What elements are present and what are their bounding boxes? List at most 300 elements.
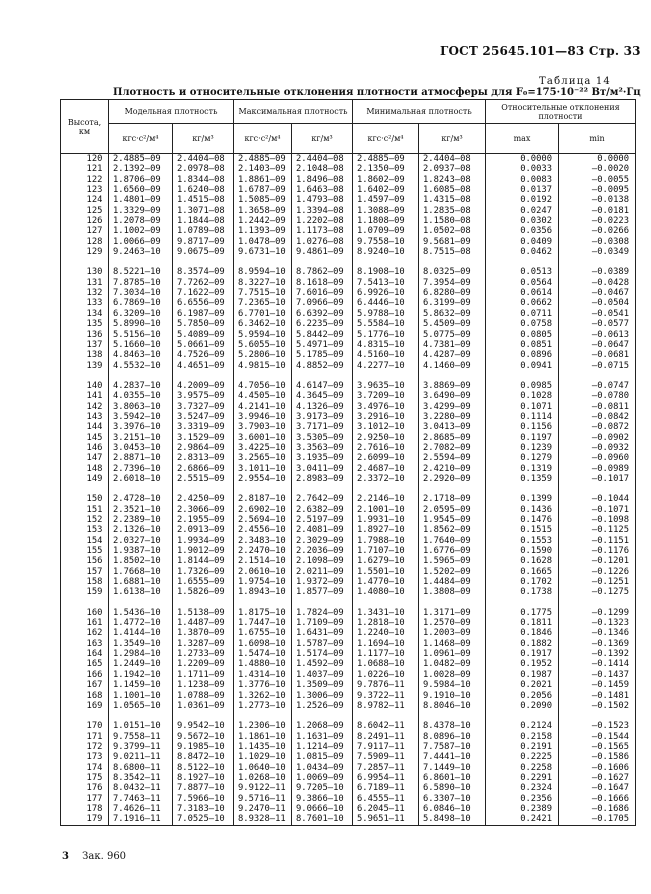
cell-height: 133 xyxy=(61,298,109,308)
cell-max-kgf: 5.6055—10 xyxy=(234,340,292,350)
cell-min-kg: 3.4299—09 xyxy=(419,402,486,412)
spacer-cell xyxy=(109,484,173,494)
cell-max-kgf: 9.2470—11 xyxy=(234,804,292,814)
cell-model-kgf: 9.0211—11 xyxy=(109,752,173,762)
cell-model-kg: 1.3287—09 xyxy=(173,639,234,649)
cell-rel-min: —0.1544 xyxy=(559,732,636,742)
cell-height: 158 xyxy=(61,577,109,587)
cell-model-kgf: 5.5156—10 xyxy=(109,330,173,340)
cell-rel-max: 0.2191 xyxy=(486,742,559,752)
table-row xyxy=(61,752,636,762)
cell-max-kgf: 1.1435—10 xyxy=(234,742,292,752)
cell-rel-min: —0.1017 xyxy=(559,474,636,484)
cell-rel-max: 0.0192 xyxy=(486,195,559,205)
cell-model-kgf: 1.1001—10 xyxy=(109,691,173,701)
cell-rel-min: —0.0541 xyxy=(559,309,636,319)
table-row xyxy=(61,814,636,825)
cell-model-kg: 4.7526—09 xyxy=(173,350,234,360)
cell-rel-max: 0.1702 xyxy=(486,577,559,587)
cell-height: 170 xyxy=(61,721,109,731)
cell-min-kgf: 8.1908—10 xyxy=(353,267,419,277)
spacer-cell xyxy=(234,257,292,267)
cell-rel-max: 0.1553 xyxy=(486,536,559,546)
cell-min-kgf: 4.2277—10 xyxy=(353,361,419,371)
cell-height: 126 xyxy=(61,216,109,226)
spacer-cell xyxy=(353,711,419,721)
cell-model-kgf: 1.4772—10 xyxy=(109,618,173,628)
table-row xyxy=(61,164,636,174)
cell-max-kg: 2.5197—09 xyxy=(292,515,353,525)
cell-min-kgf: 2.3372—10 xyxy=(353,474,419,484)
cell-rel-min: —0.0681 xyxy=(559,350,636,360)
cell-min-kgf: 1.0226—10 xyxy=(353,670,419,680)
cell-model-kgf: 5.1660—10 xyxy=(109,340,173,350)
cell-max-kg: 1.1631—09 xyxy=(292,732,353,742)
cell-min-kgf: 1.5501—10 xyxy=(353,567,419,577)
cell-rel-max: 0.1952 xyxy=(486,659,559,669)
cell-min-kgf: 6.4446—10 xyxy=(353,298,419,308)
spacer-cell xyxy=(559,371,636,381)
cell-max-kg: 2.2036—09 xyxy=(292,546,353,556)
cell-max-kgf: 1.7447—10 xyxy=(234,618,292,628)
table-row xyxy=(61,721,636,731)
cell-min-kgf: 9.7876—11 xyxy=(353,680,419,690)
cell-model-kgf: 1.6138—10 xyxy=(109,587,173,597)
cell-model-kg: 7.1622—09 xyxy=(173,288,234,298)
cell-min-kg: 1.5965—09 xyxy=(419,556,486,566)
table-row xyxy=(61,804,636,814)
cell-model-kg: 9.9542—10 xyxy=(173,721,234,731)
cell-rel-max: 0.0409 xyxy=(486,237,559,247)
cell-rel-min: —0.1151 xyxy=(559,536,636,546)
cell-max-kg: 9.7205—10 xyxy=(292,783,353,793)
cell-max-kg: 8.7862—09 xyxy=(292,267,353,277)
table-row xyxy=(61,330,636,340)
cell-rel-min: —0.1251 xyxy=(559,577,636,587)
cell-rel-max: 0.2258 xyxy=(486,763,559,773)
cell-rel-max: 0.0033 xyxy=(486,164,559,174)
table-row xyxy=(61,536,636,546)
cell-model-kg: 6.1987—09 xyxy=(173,309,234,319)
cell-max-kg: 4.3645—09 xyxy=(292,391,353,401)
cell-rel-max: 0.2158 xyxy=(486,732,559,742)
spacer-cell xyxy=(486,371,559,381)
cell-rel-max: 0.2421 xyxy=(486,814,559,825)
cell-model-kgf: 1.0151—10 xyxy=(109,721,173,731)
cell-height: 124 xyxy=(61,195,109,205)
cell-min-kgf: 1.4597—09 xyxy=(353,195,419,205)
cell-min-kgf: 1.1808—09 xyxy=(353,216,419,226)
cell-min-kgf: 3.1012—10 xyxy=(353,422,419,432)
cell-rel-max: 0.1846 xyxy=(486,628,559,638)
cell-min-kg: 3.2280—09 xyxy=(419,412,486,422)
cell-min-kgf: 8.9240—10 xyxy=(353,247,419,257)
table-row xyxy=(61,453,636,463)
cell-min-kgf: 2.4885—09 xyxy=(353,154,419,165)
cell-model-kg: 1.2733—09 xyxy=(173,649,234,659)
table-row xyxy=(61,732,636,742)
cell-max-kg: 1.7109—09 xyxy=(292,618,353,628)
cell-height: 130 xyxy=(61,267,109,277)
table-body xyxy=(61,154,636,826)
table-row xyxy=(61,278,636,288)
cell-rel-min: —0.1226 xyxy=(559,567,636,577)
spacer-cell xyxy=(353,484,419,494)
cell-model-kgf: 1.2449—10 xyxy=(109,659,173,669)
cell-rel-max: 0.1028 xyxy=(486,391,559,401)
cell-max-kgf: 1.4314—10 xyxy=(234,670,292,680)
cell-max-kg: 2.0211—09 xyxy=(292,567,353,577)
cell-model-kg: 8.5122—10 xyxy=(173,763,234,773)
cell-max-kgf: 1.6787—09 xyxy=(234,185,292,195)
table-row xyxy=(61,567,636,577)
cell-height: 121 xyxy=(61,164,109,174)
cell-model-kg: 1.9934—09 xyxy=(173,536,234,546)
cell-max-kg: 5.4971—09 xyxy=(292,340,353,350)
cell-model-kg: 9.8717—09 xyxy=(173,237,234,247)
cell-min-kg: 4.7381—09 xyxy=(419,340,486,350)
cell-height: 145 xyxy=(61,433,109,443)
cell-model-kg: 1.4487—09 xyxy=(173,618,234,628)
cell-model-kgf: 4.2837—10 xyxy=(109,381,173,391)
cell-model-kgf: 2.8871—10 xyxy=(109,453,173,463)
cell-rel-min: —0.0577 xyxy=(559,319,636,329)
unit-kgf-header: кгс·с²/м⁴ xyxy=(234,124,292,154)
cell-height: 134 xyxy=(61,309,109,319)
cell-model-kgf: 1.1459—10 xyxy=(109,680,173,690)
spacer-cell xyxy=(486,257,559,267)
cell-max-kgf: 1.9754—10 xyxy=(234,577,292,587)
spacer-cell xyxy=(419,484,486,494)
unit-kg-header: кг/м³ xyxy=(292,124,353,154)
cell-model-kgf: 1.8502—10 xyxy=(109,556,173,566)
cell-max-kg: 4.6147—09 xyxy=(292,381,353,391)
cell-min-kg: 1.0482—09 xyxy=(419,659,486,669)
cell-rel-max: 0.1665 xyxy=(486,567,559,577)
cell-max-kgf: 1.3262—10 xyxy=(234,691,292,701)
cell-min-kgf: 1.2818—10 xyxy=(353,618,419,628)
cell-max-kgf: 4.2141—10 xyxy=(234,402,292,412)
cell-rel-min: —0.0138 xyxy=(559,195,636,205)
cell-max-kgf: 1.8943—10 xyxy=(234,587,292,597)
cell-model-kg: 1.8144—09 xyxy=(173,556,234,566)
cell-min-kg: 7.7587—10 xyxy=(419,742,486,752)
footer-order-note: Зак. 960 xyxy=(82,851,127,862)
cell-model-kgf: 4.5532—10 xyxy=(109,361,173,371)
cell-max-kg: 1.6463—08 xyxy=(292,185,353,195)
cell-max-kg: 1.1173—08 xyxy=(292,226,353,236)
cell-max-kgf: 2.0610—10 xyxy=(234,567,292,577)
cell-max-kgf: 1.0640—10 xyxy=(234,763,292,773)
cell-rel-max: 0.1987 xyxy=(486,670,559,680)
cell-rel-max: 0.2291 xyxy=(486,773,559,783)
cell-max-kgf: 6.3462—10 xyxy=(234,319,292,329)
table-row xyxy=(61,288,636,298)
cell-max-kg: 4.1326—09 xyxy=(292,402,353,412)
cell-min-kg: 9.5681—09 xyxy=(419,237,486,247)
cell-height: 165 xyxy=(61,659,109,669)
cell-rel-max: 0.0985 xyxy=(486,381,559,391)
cell-model-kgf: 2.0327—10 xyxy=(109,536,173,546)
cell-min-kg: 8.4378—10 xyxy=(419,721,486,731)
spacer-cell xyxy=(559,484,636,494)
cell-max-kgf: 9.5716—11 xyxy=(234,794,292,804)
cell-height: 154 xyxy=(61,536,109,546)
cell-rel-max: 0.1197 xyxy=(486,433,559,443)
table-row xyxy=(61,237,636,247)
cell-rel-min: —0.0467 xyxy=(559,288,636,298)
cell-rel-max: 0.1628 xyxy=(486,556,559,566)
cell-max-kg: 8.1618—09 xyxy=(292,278,353,288)
cell-model-kgf: 1.9387—10 xyxy=(109,546,173,556)
cell-height: 146 xyxy=(61,443,109,453)
cell-height: 125 xyxy=(61,206,109,216)
cell-model-kg: 1.3071—08 xyxy=(173,206,234,216)
cell-max-kg: 5.1785—09 xyxy=(292,350,353,360)
cell-model-kg: 7.3183—10 xyxy=(173,804,234,814)
group-spacer xyxy=(61,257,636,267)
table-row xyxy=(61,340,636,350)
cell-rel-min: —0.0647 xyxy=(559,340,636,350)
spacer-cell xyxy=(419,598,486,608)
cell-rel-min: —0.1686 xyxy=(559,804,636,814)
cell-height: 137 xyxy=(61,340,109,350)
cell-rel-max: 0.2021 xyxy=(486,680,559,690)
cell-min-kgf: 7.9117—11 xyxy=(353,742,419,752)
cell-min-kgf: 1.9931—10 xyxy=(353,515,419,525)
cell-model-kg: 2.5515—09 xyxy=(173,474,234,484)
cell-rel-min: —0.1098 xyxy=(559,515,636,525)
table-row xyxy=(61,298,636,308)
spacer-cell xyxy=(292,484,353,494)
cell-min-kg: 6.8601—10 xyxy=(419,773,486,783)
cell-rel-max: 0.0941 xyxy=(486,361,559,371)
cell-max-kgf: 1.0268—10 xyxy=(234,773,292,783)
cell-rel-min: —0.0504 xyxy=(559,298,636,308)
density-table xyxy=(60,99,636,826)
cell-rel-min: —0.0872 xyxy=(559,422,636,432)
cell-min-kg: 1.2570—09 xyxy=(419,618,486,628)
cell-rel-min: —0.1565 xyxy=(559,742,636,752)
cell-min-kg: 3.6490—09 xyxy=(419,391,486,401)
cell-model-kgf: 1.2078—09 xyxy=(109,216,173,226)
table-row xyxy=(61,783,636,793)
cell-rel-max: 0.0513 xyxy=(486,267,559,277)
spacer-cell xyxy=(234,711,292,721)
table-row xyxy=(61,216,636,226)
cell-model-kg: 1.4515—08 xyxy=(173,195,234,205)
cell-rel-min: —0.0989 xyxy=(559,464,636,474)
cell-rel-min: —0.0747 xyxy=(559,381,636,391)
cell-model-kg: 2.4404—08 xyxy=(173,154,234,165)
cell-rel-max: 0.0805 xyxy=(486,330,559,340)
cell-min-kgf: 8.6042—11 xyxy=(353,721,419,731)
cell-max-kgf: 8.3227—10 xyxy=(234,278,292,288)
cell-min-kgf: 3.9635—10 xyxy=(353,381,419,391)
cell-model-kg: 1.7326—09 xyxy=(173,567,234,577)
cell-max-kg: 2.1048—08 xyxy=(292,164,353,174)
cell-model-kgf: 2.3521—10 xyxy=(109,505,173,515)
cell-max-kgf: 7.7515—10 xyxy=(234,288,292,298)
spacer-cell xyxy=(419,371,486,381)
cell-model-kg: 1.1238—09 xyxy=(173,680,234,690)
cell-model-kg: 2.6866—09 xyxy=(173,464,234,474)
table-row xyxy=(61,525,636,535)
cell-rel-max: 0.1590 xyxy=(486,546,559,556)
cell-model-kg: 1.0788—09 xyxy=(173,691,234,701)
cell-rel-min: —0.0181 xyxy=(559,206,636,216)
spacer-cell xyxy=(353,598,419,608)
cell-min-kgf: 4.8315—10 xyxy=(353,340,419,350)
cell-height: 167 xyxy=(61,680,109,690)
cell-min-kgf: 6.9926—10 xyxy=(353,288,419,298)
cell-min-kg: 1.4315—08 xyxy=(419,195,486,205)
cell-min-kg: 7.4441—10 xyxy=(419,752,486,762)
cell-model-kg: 1.1844—08 xyxy=(173,216,234,226)
cell-rel-min: —0.1502 xyxy=(559,701,636,711)
table-row xyxy=(61,680,636,690)
cell-height: 161 xyxy=(61,618,109,628)
spacer-cell xyxy=(419,257,486,267)
cell-max-kgf: 1.8861—09 xyxy=(234,175,292,185)
cell-model-kg: 5.0661—09 xyxy=(173,340,234,350)
table-row xyxy=(61,226,636,236)
cell-min-kgf: 5.9651—11 xyxy=(353,814,419,825)
cell-model-kgf: 2.4728—10 xyxy=(109,494,173,504)
cell-rel-max: 0.1738 xyxy=(486,587,559,597)
cell-model-kgf: 7.4626—11 xyxy=(109,804,173,814)
cell-max-kgf: 1.6098—10 xyxy=(234,639,292,649)
cell-max-kgf: 4.4505—10 xyxy=(234,391,292,401)
cell-height: 163 xyxy=(61,639,109,649)
spacer-cell xyxy=(486,598,559,608)
cell-min-kgf: 1.1177—10 xyxy=(353,649,419,659)
cell-rel-min: —0.0811 xyxy=(559,402,636,412)
unit-kg-header: кг/м³ xyxy=(173,124,234,154)
cell-min-kgf: 6.4555—11 xyxy=(353,794,419,804)
cell-model-kgf: 4.8463—10 xyxy=(109,350,173,360)
cell-min-kg: 3.8869—09 xyxy=(419,381,486,391)
table-row xyxy=(61,412,636,422)
page-footer xyxy=(62,851,126,862)
cell-max-kgf: 2.1514—10 xyxy=(234,556,292,566)
table-row xyxy=(61,206,636,216)
rel-max-header: max xyxy=(486,124,559,154)
cell-min-kgf: 2.9250—10 xyxy=(353,433,419,443)
table-row xyxy=(61,267,636,277)
cell-max-kgf: 1.5085—09 xyxy=(234,195,292,205)
cell-max-kgf: 4.7056—10 xyxy=(234,381,292,391)
cell-rel-min: —0.1523 xyxy=(559,721,636,731)
cell-height: 174 xyxy=(61,763,109,773)
table-row xyxy=(61,319,636,329)
table-row xyxy=(61,556,636,566)
table-row xyxy=(61,350,636,360)
cell-model-kgf: 1.5436—10 xyxy=(109,608,173,618)
cell-rel-max: 0.1775 xyxy=(486,608,559,618)
cell-max-kgf: 1.4880—10 xyxy=(234,659,292,669)
cell-max-kg: 3.1935—09 xyxy=(292,453,353,463)
table-row xyxy=(61,763,636,773)
cell-model-kgf: 1.4144—10 xyxy=(109,628,173,638)
cell-height: 149 xyxy=(61,474,109,484)
cell-rel-max: 0.0851 xyxy=(486,340,559,350)
cell-model-kgf: 3.2151—10 xyxy=(109,433,173,443)
cell-rel-max: 0.0614 xyxy=(486,288,559,298)
cell-height: 157 xyxy=(61,567,109,577)
cell-max-kg: 1.3394—08 xyxy=(292,206,353,216)
cell-rel-max: 0.1515 xyxy=(486,525,559,535)
cell-min-kg: 1.6776—09 xyxy=(419,546,486,556)
cell-rel-min: —0.1346 xyxy=(559,628,636,638)
cell-model-kg: 7.0525—10 xyxy=(173,814,234,825)
cell-max-kg: 3.5305—09 xyxy=(292,433,353,443)
table-row xyxy=(61,546,636,556)
table-row xyxy=(61,464,636,474)
unit-kgf-header: кгс·с²/м⁴ xyxy=(109,124,173,154)
cell-height: 164 xyxy=(61,649,109,659)
cell-model-kg: 2.9864—09 xyxy=(173,443,234,453)
cell-min-kg: 1.2835—08 xyxy=(419,206,486,216)
cell-model-kg: 2.4250—09 xyxy=(173,494,234,504)
cell-min-kgf: 2.2146—10 xyxy=(353,494,419,504)
cell-max-kgf: 1.1861—10 xyxy=(234,732,292,742)
cell-max-kgf: 2.8187—10 xyxy=(234,494,292,504)
cell-max-kg: 1.4592—09 xyxy=(292,659,353,669)
cell-max-kg: 3.0411—09 xyxy=(292,464,353,474)
rel-min-header: min xyxy=(559,124,636,154)
cell-model-kgf: 1.8706—09 xyxy=(109,175,173,185)
cell-min-kg: 1.0028—09 xyxy=(419,670,486,680)
cell-model-kg: 5.7850—09 xyxy=(173,319,234,329)
cell-min-kgf: 2.1001—10 xyxy=(353,505,419,515)
spacer-cell xyxy=(559,598,636,608)
cell-max-kgf: 1.2306—10 xyxy=(234,721,292,731)
cell-height: 172 xyxy=(61,742,109,752)
cell-max-kg: 1.5787—09 xyxy=(292,639,353,649)
cell-min-kgf: 4.5160—10 xyxy=(353,350,419,360)
table-row xyxy=(61,608,636,618)
cell-model-kgf: 1.4801—09 xyxy=(109,195,173,205)
cell-max-kgf: 1.3658—09 xyxy=(234,206,292,216)
cell-min-kgf: 6.2045—11 xyxy=(353,804,419,814)
cell-min-kg: 6.3199—09 xyxy=(419,298,486,308)
cell-min-kg: 6.8280—09 xyxy=(419,288,486,298)
cell-rel-max: 0.1882 xyxy=(486,639,559,649)
cell-max-kg: 1.5174—09 xyxy=(292,649,353,659)
cell-min-kg: 6.5890—10 xyxy=(419,783,486,793)
spacer-cell xyxy=(292,257,353,267)
cell-model-kg: 7.8877—10 xyxy=(173,783,234,793)
cell-max-kgf: 9.6731—10 xyxy=(234,247,292,257)
cell-max-kgf: 8.9328—11 xyxy=(234,814,292,825)
cell-model-kgf: 1.3329—09 xyxy=(109,206,173,216)
cell-max-kg: 9.0666—10 xyxy=(292,804,353,814)
cell-model-kg: 7.7262—09 xyxy=(173,278,234,288)
table-row xyxy=(61,649,636,659)
cell-rel-min: —0.0932 xyxy=(559,443,636,453)
cell-height: 178 xyxy=(61,804,109,814)
cell-height: 177 xyxy=(61,794,109,804)
cell-max-kgf: 1.8175—10 xyxy=(234,608,292,618)
cell-rel-min: —0.0842 xyxy=(559,412,636,422)
cell-model-kgf: 6.3209—10 xyxy=(109,309,173,319)
cell-model-kgf: 7.1916—11 xyxy=(109,814,173,825)
cell-rel-max: 0.1279 xyxy=(486,453,559,463)
cell-max-kg: 1.7824—09 xyxy=(292,608,353,618)
cell-rel-min: —0.0266 xyxy=(559,226,636,236)
cell-min-kgf: 2.7616—10 xyxy=(353,443,419,453)
